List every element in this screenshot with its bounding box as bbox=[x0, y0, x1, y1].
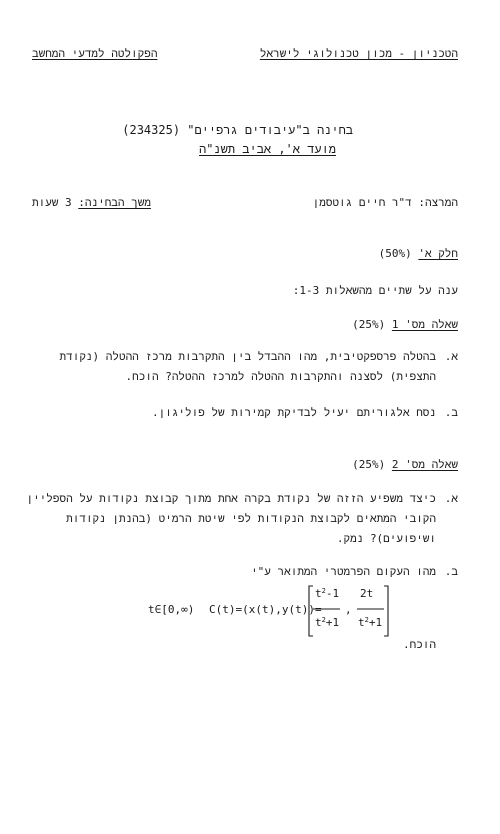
question-text-line: ושיפועים)? נמק. bbox=[336, 532, 436, 545]
question-text-line: מהו העקום הפרמטרי המתואר ע"י bbox=[251, 565, 436, 578]
question-title: שאלה מס' 2 bbox=[391, 458, 458, 471]
item-marker: ב. bbox=[444, 565, 458, 578]
item-marker: א. bbox=[444, 350, 458, 363]
formula-domain: t∈[0,∞) bbox=[148, 603, 195, 616]
question-text-line: הקובי המתאים לקבוצת הנקודות לפי שיטת הרמיט (בהנתן נקודות bbox=[66, 512, 436, 525]
proof-instruction: הוכח. bbox=[402, 638, 436, 651]
question-title: שאלה מס' 1 bbox=[391, 318, 458, 331]
formula-lhs: C(t)=(x(t),y(t))= bbox=[209, 603, 322, 616]
frac2-denominator: $t^2+1$ bbox=[358, 616, 383, 629]
question-1-heading bbox=[352, 318, 458, 332]
duration-label: משך הבחינה: bbox=[78, 196, 151, 209]
part-title: חלק א' bbox=[418, 247, 458, 260]
institution-header: הטכניון - מכון טכנולוגי לישראל bbox=[259, 47, 458, 60]
duration-value: 3 שעות bbox=[32, 196, 72, 209]
question-weight: (25%) bbox=[352, 318, 386, 331]
item-marker: א. bbox=[444, 492, 458, 505]
part-heading bbox=[379, 247, 458, 261]
parametric-curve-formula bbox=[0, 580, 500, 640]
exam-title: בחינה ב"עיבודים גרפיים" (234325) bbox=[122, 123, 353, 137]
lecturer: המרצה: ד"ר חיים גוטסמן bbox=[312, 196, 458, 209]
part-weight: (50%) bbox=[378, 247, 412, 260]
item-marker: ב. bbox=[444, 406, 458, 419]
question-text-line: נסח אלגוריתם יעיל לבדיקת קמירות של פוליגון. bbox=[152, 406, 436, 419]
question-2-heading bbox=[352, 458, 458, 472]
question-text-line: התצפית) לסצנה והתקרבות ההטלה למרכז ההטלה? הוכח. bbox=[125, 370, 436, 383]
formula-svg bbox=[0, 580, 500, 640]
exam-session: מועד א', אביב תשנ"ה bbox=[199, 142, 336, 156]
right-bracket bbox=[384, 586, 388, 636]
frac2-numerator: 2t bbox=[360, 587, 374, 600]
faculty-header: הפקולטה למדעי המחשב bbox=[32, 47, 158, 60]
question-text-line: כיצד משפיע הזזה של נקודת בקרה אחת מתוך קבוצת נקודות על הספליין bbox=[26, 492, 436, 505]
question-weight: (25%) bbox=[352, 458, 386, 471]
question-text-line: בהטלה פרספקטיבית, מהו ההבדל בין התקרבות מרכז ההטלה (נקודת bbox=[59, 350, 436, 363]
formula-comma: , bbox=[345, 603, 352, 616]
frac1-denominator: $t^2+1$ bbox=[315, 616, 340, 629]
instruction: ענה על שתיים מהשאלות 1-3: bbox=[292, 284, 458, 297]
frac1-numerator: $t^2-1$ bbox=[315, 587, 340, 600]
exam-duration bbox=[32, 196, 151, 210]
